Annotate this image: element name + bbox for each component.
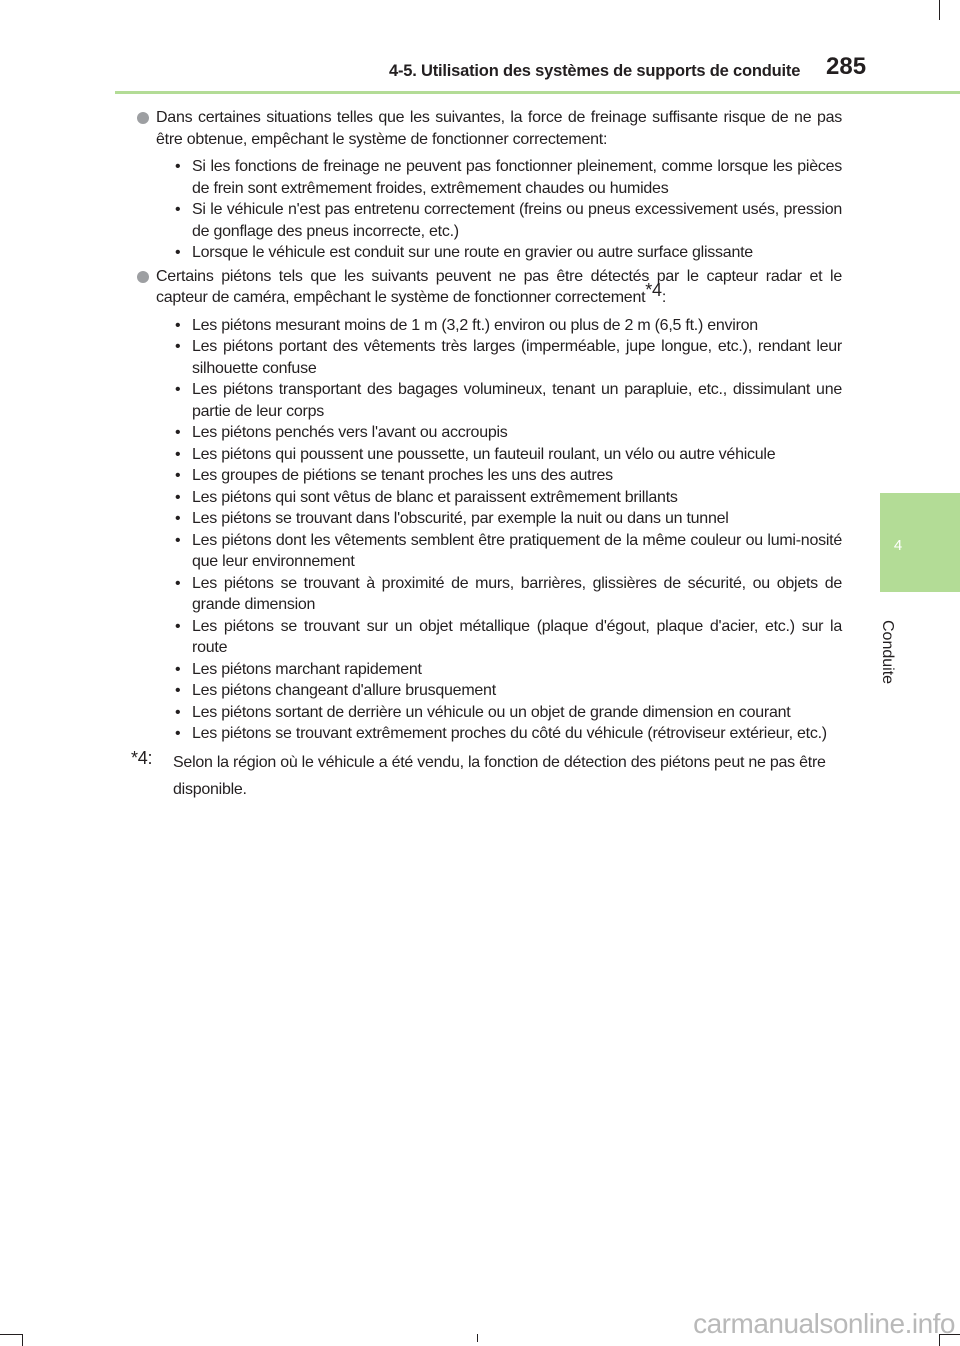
bullet-icon: •	[175, 424, 181, 441]
main-item-braking	[137, 107, 842, 264]
bullet-icon: •	[175, 510, 181, 527]
main-item-text: Dans certaines situations telles que les suivantes, la force de freinage suffisante risque de ne pas être obtenue, empêchant le système de fonctionner correctement:	[156, 109, 842, 148]
list-item: • Les piétons penchés vers l'avant ou accroupis	[173, 422, 842, 444]
bullet-icon: •	[175, 574, 181, 592]
sub-list	[173, 156, 842, 264]
list-item: • Les piétons qui poussent une poussette, un fauteuil roulant, un vélo ou autre véhicule	[173, 444, 842, 466]
crop-mark	[22, 1334, 23, 1346]
list-item: • Si le véhicule n'est pas entretenu correctement (freins ou pneus excessivement usés, pression de gonflage des pneus incorrecte, etc.)	[175, 201, 842, 240]
list-item: • Les piétons se trouvant à proximité de murs, barrières, glissières de sécurité, ou objets de grande dimension	[175, 574, 842, 613]
footnote-reference: *4	[645, 280, 662, 300]
header-rule	[115, 91, 960, 94]
list-item: • Les piétons marchant rapidement	[173, 659, 842, 681]
crop-mark	[477, 1334, 478, 1342]
bullet-icon: •	[175, 244, 181, 261]
list-item: • Lorsque le véhicule est conduit sur une route en gravier ou autre surface glissante	[173, 242, 842, 264]
bullet-icon: •	[175, 617, 181, 635]
list-item: • Les piétons portant des vêtements très larges (imperméable, jupe longue, etc.), rendant leur silhouette confuse	[175, 338, 842, 377]
bullet-icon: •	[175, 488, 181, 506]
chapter-label-text: Conduite	[879, 620, 896, 685]
list-item: • Les piétons sortant de derrière un véhicule ou un objet de grande dimension en courant	[173, 702, 842, 724]
bullet-icon: •	[175, 682, 181, 699]
bullet-icon: •	[175, 445, 181, 463]
list-item: • Les piétons se trouvant extrêmement proches du côté du véhicule (rétroviseur extérieur, etc.)	[173, 723, 842, 745]
bullet-icon: •	[175, 467, 181, 484]
chapter-tab	[880, 493, 960, 592]
section-title: 4-5. Utilisation des systèmes de supports de conduite	[389, 62, 801, 80]
chapter-label	[874, 620, 914, 685]
list-item: • Les piétons mesurant moins de 1 m (3,2 ft.) environ ou plus de 2 m (6,5 ft.) environ	[173, 315, 842, 337]
main-item-pedestrians: Certains piétons tels que les suivants peuvent ne pas être détectés par le capteur radar et le capteur de caméra, empêchant le système de fonctionner correctement*4: • Les piétons mesurant moins de 1 m (3,2 ft.) environ ou plus de 2 m (6,5 ft.) environ • Les piétons portant des vêtements très larges (imperméable, jupe longue, etc.), rendant leur silhouette confuse • Les piétons transportant des bagages volumineux, tenant un parapluie, etc., dissimulant une partie de leur corps • Les piétons penchés vers l'avant ou accroupis • Les piétons qui poussent une poussette, un fauteuil roulant, un vélo ou autre véhicule • Les groupes de piétions se tenant proches les uns des autres • Les piétons qui sont vêtus de blanc et paraissent extrêmement brillants • Les piétons se trouvant dans l'obscurité, par exemple la nuit ou dans un tunnel • Les piétons dont les vêtements semblent être pratiquement de la même couleur ou lumi-nosité que leur environnement • Les piétons se trouvant à proximité de murs, barrières, glissières de sécurité, ou objets de grande dimension • Les piétons se trouvant sur un objet métallique (plaque d'égout, plaque d'acier, etc.) sur la route • Les piétons marchant rapidement • Les piétons changeant d'allure brusquement • Les piétons sortant de derrière un véhicule ou un objet de grande dimension en courant • Les piétons se trouvant extrêmement proches du côté du véhicule (rétroviseur extérieur, etc.)	[137, 266, 842, 745]
bullet-icon: •	[175, 316, 181, 334]
footnote-mark: *4:	[131, 747, 153, 768]
circle-bullet-icon	[137, 112, 149, 124]
list-item: • Les piétons dont les vêtements semblent être pratiquement de la même couleur ou lumi-nosité que leur environnement	[175, 531, 842, 570]
bullet-icon: •	[175, 201, 181, 218]
bullet-icon: •	[175, 703, 181, 721]
list-item: • Les piétons se trouvant sur un objet métallique (plaque d'égout, plaque d'acier, etc.) sur la route	[175, 617, 842, 656]
main-item-text: Certains piétons tels que les suivants peuvent ne pas être détectés par le capteur radar et le capteur de caméra, empêchant le système de fonctionner correctement	[156, 267, 842, 306]
crop-mark	[0, 1334, 22, 1335]
bullet-icon: •	[175, 660, 181, 678]
page-number: 285	[826, 53, 867, 80]
list-item: • Les piétons changeant d'allure brusquement	[173, 680, 842, 702]
circle-bullet-icon	[137, 271, 149, 283]
sub-list	[173, 315, 842, 745]
bullet-icon: •	[175, 725, 181, 742]
page-header	[0, 0, 960, 95]
bullet-icon: •	[175, 338, 181, 355]
list-item: • Les piétons transportant des bagages volumineux, tenant un parapluie, etc., dissimulant une partie de leur corps	[175, 381, 842, 420]
crop-mark	[939, 0, 940, 20]
bullet-icon: •	[175, 531, 181, 549]
list-item: • Les piétons se trouvant dans l'obscurité, par exemple la nuit ou dans un tunnel	[173, 508, 842, 530]
chapter-number: 4	[893, 537, 903, 554]
list-item: • Si les fonctions de freinage ne peuvent pas fonctionner pleinement, comme lorsque les pièces de frein sont extrêmement froides, extrêmement chaudes ou humides	[175, 158, 842, 197]
list-item: • Les groupes de piétions se tenant proches les uns des autres	[173, 465, 842, 487]
page-content	[131, 105, 842, 803]
bullet-icon: •	[175, 381, 181, 398]
footnote-text: Selon la région où le véhicule a été vendu, la fonction de détection des piétons peut ne pas être disponible.	[173, 753, 826, 798]
bullet-icon: •	[175, 158, 181, 175]
watermark: carmanualsonline.info	[693, 1308, 955, 1339]
footnote	[131, 747, 842, 803]
list-item: • Les piétons qui sont vêtus de blanc et paraissent extrêmement brillants	[173, 487, 842, 509]
